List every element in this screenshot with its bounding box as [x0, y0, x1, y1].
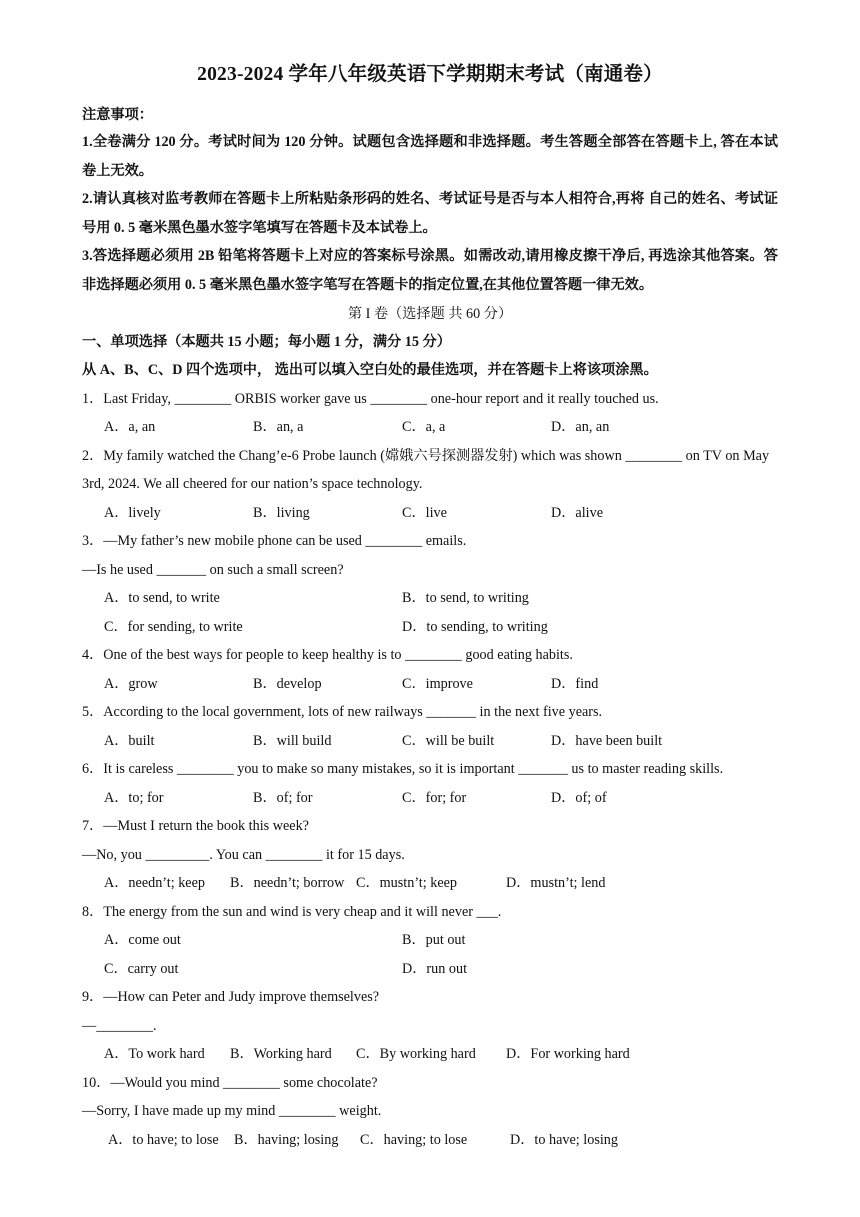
option-b: B．an, a [253, 419, 304, 435]
question-dialog: —Sorry, I have made up my mind ________ weight. [82, 1103, 382, 1119]
question-options [82, 1040, 778, 1069]
option-a: A．to send, to write [104, 590, 220, 606]
option-b: B．put out [402, 932, 466, 948]
instruction: 从 A、B、C、D 四个选项中， 选出可以填入空白处的最佳选项，并在答题卡上将该项涂黑。 [82, 362, 658, 378]
question-stem: 9．—How can Peter and Judy improve themselves? [82, 989, 380, 1005]
question-stem: 6．It is careless ________ you to make so many mistakes, so it is important _______ us to master reading skills. [82, 761, 724, 777]
question-stem: 1．Last Friday, ________ ORBIS worker gave us ________ one-hour report and it really touched us. [82, 390, 659, 407]
option-a: A．To work hard [104, 1046, 205, 1062]
question-options [82, 784, 778, 813]
option-a: A．to have; to lose [108, 1131, 219, 1148]
option-c: C．By working hard [356, 1046, 476, 1062]
option-a: A．lively [104, 504, 161, 521]
option-c: C．live [402, 504, 447, 521]
option-a: A．built [104, 732, 155, 749]
option-b: B．Working hard [230, 1046, 332, 1062]
question-options [82, 413, 778, 442]
question-options [82, 670, 778, 699]
question-options [82, 727, 778, 756]
question-dialog: —________. [82, 1017, 157, 1034]
option-b: B．needn’t; borrow [230, 875, 345, 891]
question-dialog: —No, you _________. You can ________ it for 15 days. [82, 846, 405, 863]
question-options [82, 926, 778, 955]
question-stem: 10．—Would you mind ________ some chocolate? [82, 1074, 378, 1091]
note-1: 1.全卷满分 120 分。考试时间为 120 分钟。试题包含选择题和非选择题。考生答题全部答在答题卡上, 答在本试卷上无效。 [82, 134, 778, 179]
option-b: B．of; for [253, 789, 313, 806]
option-b: B．will build [253, 732, 332, 749]
option-d: D．alive [551, 504, 604, 521]
note-3: 3.答选择题必须用 2B 铅笔将答题卡上对应的答案标号涂黑。如需改动,请用橡皮擦干净后, 再选涂其他答案。答非选择题必须用 0. 5 毫米黑色墨水签字笔写在答题卡的指定位置,在其他位置答题一律无效。 [82, 248, 778, 293]
option-a: A．to; for [104, 789, 164, 806]
option-c: C．a, a [402, 419, 446, 435]
option-b: B．to send, to writing [402, 590, 529, 606]
question-options [82, 499, 778, 528]
option-d: D．an, an [551, 419, 610, 435]
question-stem: 2．My family watched the Chang’e-6 Probe launch (嫦娥六号探测器发射) which was shown ________ on TV on May 3rd, 2024. We all cheered for our nation’s space technology. [82, 447, 770, 492]
question-options [82, 613, 778, 642]
option-a: A．grow [104, 675, 158, 692]
part-heading: 第 I 卷（选择题 共 60 分） [347, 306, 513, 322]
option-c: C．having; to lose [360, 1131, 468, 1148]
question-dialog: —Is he used _______ on such a small screen? [82, 561, 344, 578]
question-options [82, 869, 778, 898]
question-stem: 8．The energy from the sun and wind is very cheap and it will never ___. [82, 903, 502, 920]
option-d: D．run out [402, 960, 468, 977]
option-c: C．improve [402, 675, 473, 692]
option-d: D．find [551, 675, 599, 692]
option-c: C．mustn’t; keep [356, 875, 458, 891]
option-c: C．carry out [104, 960, 179, 977]
notes-heading: 注意事项： [82, 107, 153, 123]
question-stem: 4．One of the best ways for people to keep healthy is to ________ good eating habits. [82, 647, 573, 663]
question-stem: 5．According to the local government, lots of new railways _______ in the next five years. [82, 704, 603, 720]
question-stem: 7．—Must I return the book this week? [82, 818, 309, 834]
question-options [82, 584, 778, 613]
option-d: D．mustn’t; lend [506, 875, 606, 891]
exam-title: 2023-2024 学年八年级英语下学期期末考试（南通卷） [197, 64, 663, 85]
option-d: D．to sending, to writing [402, 618, 548, 635]
option-d: D．have been built [551, 732, 663, 749]
option-b: B．living [253, 504, 310, 521]
option-b: B．develop [253, 675, 322, 692]
question-options [82, 1126, 778, 1155]
option-c: C．will be built [402, 732, 495, 749]
note-2: 2.请认真核对监考教师在答题卡上所粘贴条形码的姓名、考试证号是否与本人相符合,再将 自己的姓名、考试证号用 0. 5 毫米黑色墨水签字笔填写在答题卡及本试卷上。 [82, 191, 778, 236]
question-options [82, 955, 778, 984]
option-a: A．needn’t; keep [104, 875, 205, 891]
option-d: D．of; of [551, 789, 607, 806]
option-d: D．to have; losing [510, 1131, 618, 1148]
option-a: A．come out [104, 932, 181, 948]
option-b: B．having; losing [234, 1131, 339, 1148]
option-d: D．For working hard [506, 1046, 630, 1062]
option-c: C．for; for [402, 789, 467, 806]
section-heading: 一、单项选择（本题共 15 小题；每小题 1 分，满分 15 分） [82, 334, 451, 350]
option-c: C．for sending, to write [104, 618, 243, 635]
question-stem: 3．—My father’s new mobile phone can be used ________ emails. [82, 533, 467, 549]
option-a: A．a, an [104, 419, 156, 435]
